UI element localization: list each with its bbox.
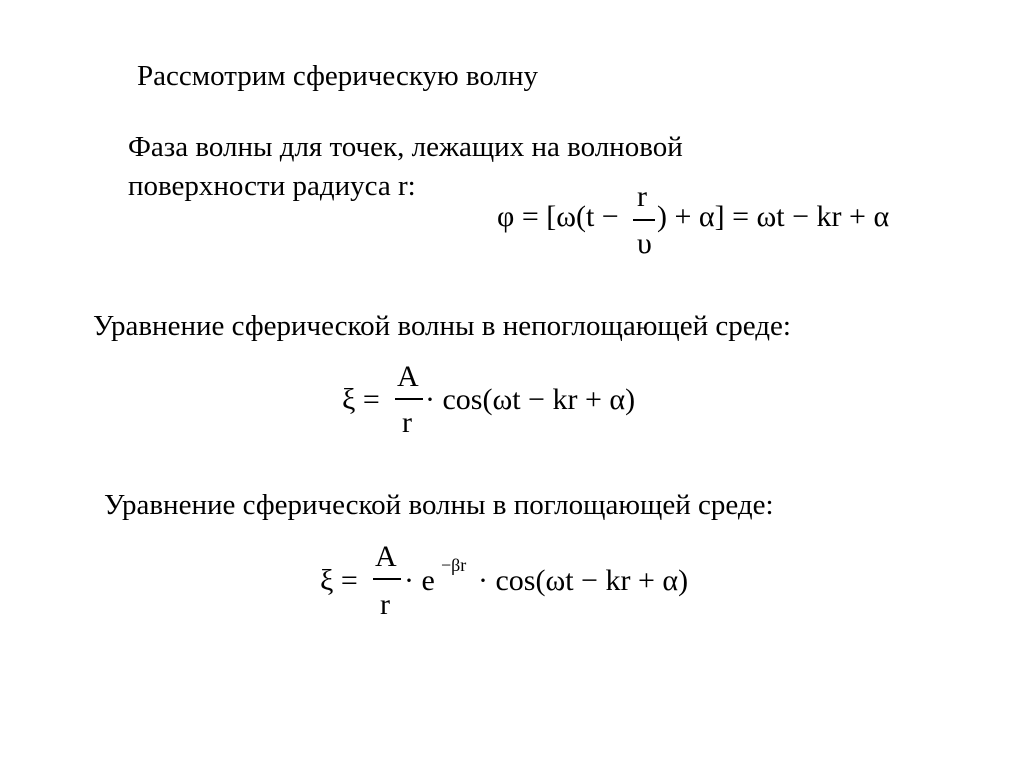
absorbing-formula-denominator: r [380,588,390,621]
nonabsorbing-label: Уравнение сферической волны в непоглощающей среде: [93,310,791,342]
phase-formula-fraction-bar [633,219,655,221]
absorbing-formula-exp-base: · e [404,564,435,597]
absorbing-formula-rhs: · cos(ωt − kr + α) [478,564,689,597]
phase-formula-denominator: υ [637,227,652,260]
absorbing-formula-numerator: A [375,540,397,573]
phase-formula-lhs: φ = [ω(t − [497,200,619,233]
phase-text-line2: поверхности радиуса r: [128,170,416,202]
phase-text-line1: Фаза волны для точек, лежащих на волновой [128,131,683,163]
nonabsorbing-formula-lhs: ξ = [342,383,380,416]
phase-formula-numerator: r [637,180,647,213]
nonabsorbing-formula-denominator: r [402,406,412,439]
absorbing-formula-lhs: ξ = [320,564,358,597]
nonabsorbing-formula [342,360,672,440]
nonabsorbing-formula-rhs: · cos(ωt − kr + α) [425,383,636,416]
slide-title: Рассмотрим сферическую волну [137,60,539,92]
nonabsorbing-formula-numerator: A [397,360,419,393]
phase-formula-rhs: ) + α] = ωt − kr + α [657,200,890,233]
absorbing-formula [320,538,720,623]
absorbing-formula-exponent: −βr [441,555,467,575]
phase-formula [497,180,927,265]
absorbing-label: Уравнение сферической волны в поглощающей среде: [104,489,774,521]
nonabsorbing-formula-fraction-bar [395,398,423,400]
absorbing-formula-fraction-bar [373,578,401,580]
